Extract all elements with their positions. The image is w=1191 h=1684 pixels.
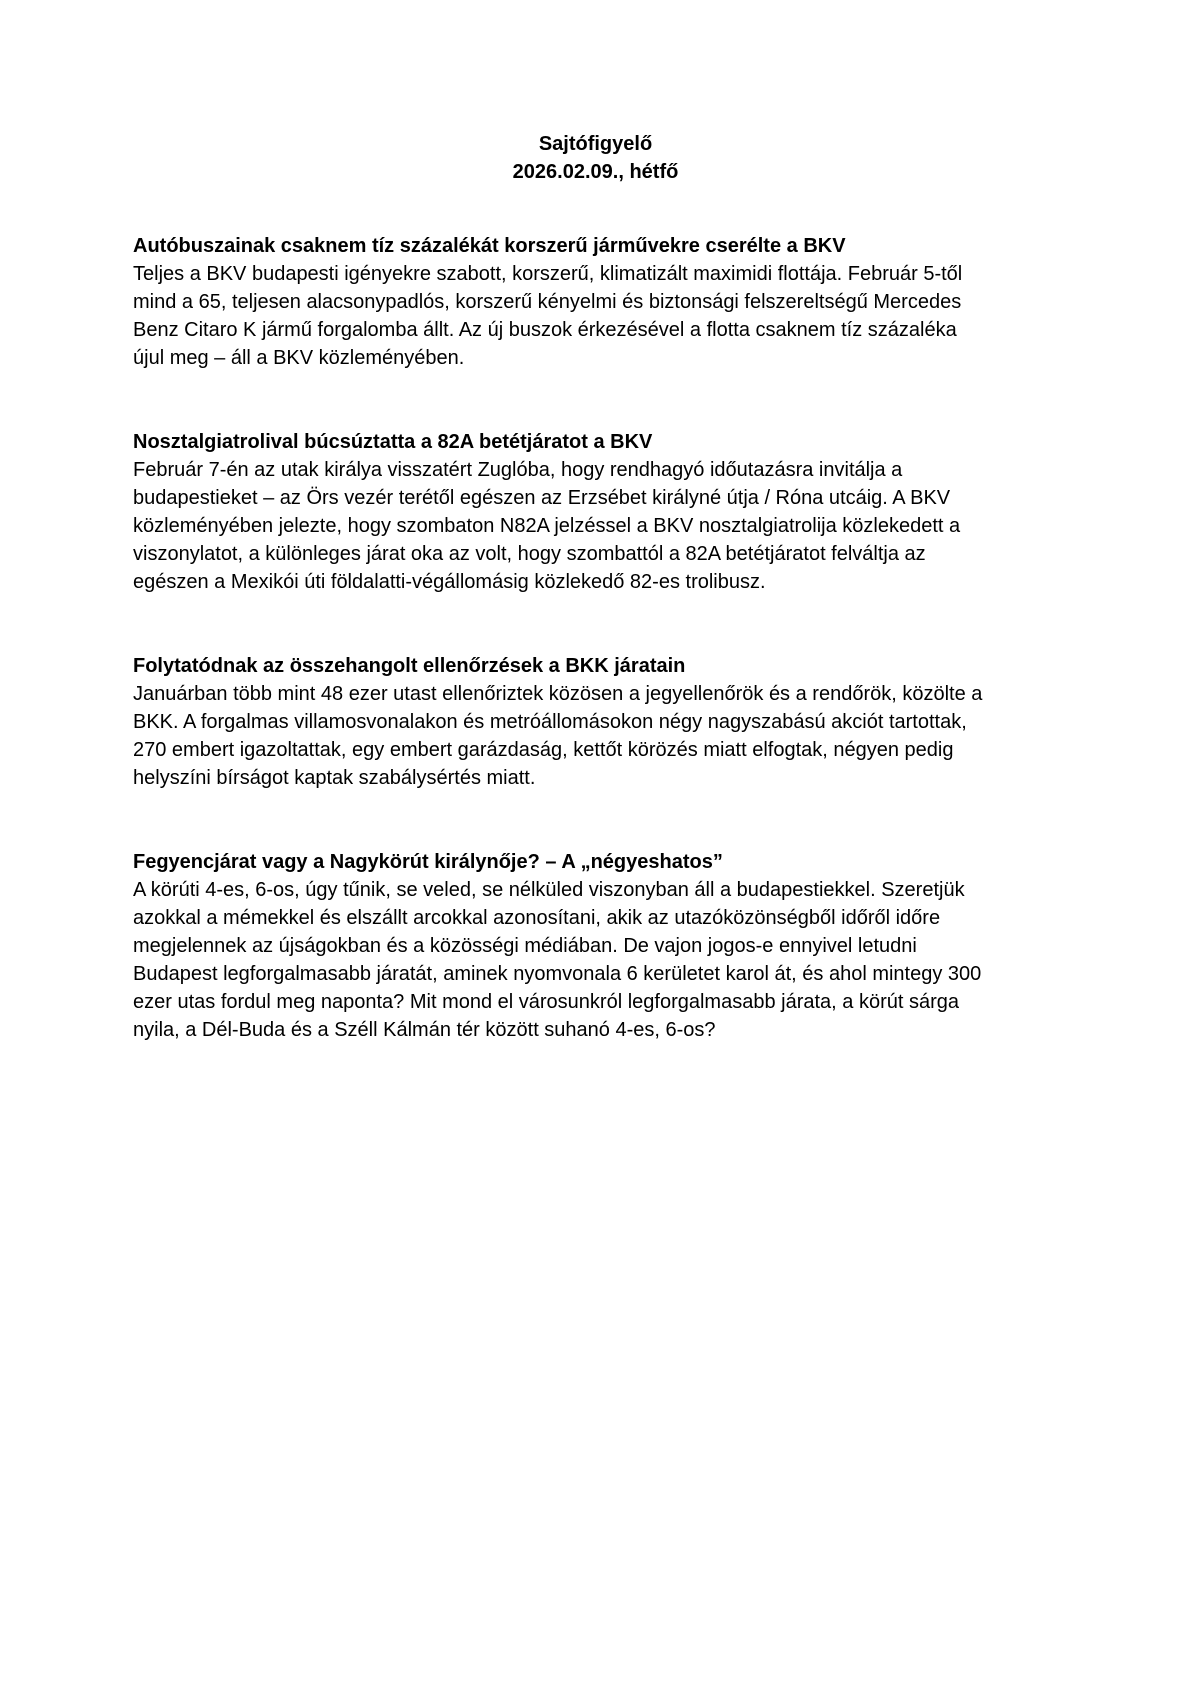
section-heading: Folytatódnak az összehangolt ellenőrzések a BKK járatain <box>133 655 686 677</box>
section-heading: Nosztalgiatrolival búcsúztatta a 82A betétjáratot a BKV <box>133 431 653 453</box>
document-date: 2026.02.09., hétfő <box>512 161 679 183</box>
section-heading: Fegyencjárat vagy a Nagykörút királynője? – A „négyeshatos” <box>133 851 723 873</box>
document-title: Sajtófigyelő <box>538 133 653 155</box>
news-section-tram-4-6 <box>133 848 993 1044</box>
document-body <box>133 232 993 1044</box>
section-body: Januárban több mint 48 ezer utast ellenőriztek közösen a jegyellenőrök és a rendőrök, közölte a BKK. A forgalmas villamosvonalakon és metróállomásokon négy nagyszabású akciót tartottak, 270 embert igazoltattak, egy embert garázdaság, kettőt körözés miatt elfogtak, négyen pedig helyszíni bírságot kaptak szabálysértés miatt. <box>133 683 983 789</box>
section-body: Teljes a BKV budapesti igényekre szabott, korszerű, klimatizált maximidi flottája. Február 5-től mind a 65, teljesen alacsonypadlós, korszerű kényelmi és biztonsági felszereltségű Mercedes Benz Citaro K jármű forgalomba állt. Az új buszok érkezésével a flotta csaknem tíz százaléka újul meg – áll a BKV közleményében. <box>133 263 963 369</box>
section-body: A körúti 4-es, 6-os, úgy tűnik, se veled, se nélküled viszonyban áll a budapestiekkel. Szeretjük azokkal a mémekkel és elszállt arcokkal azonosítani, akik az utazóközönségből időről időre megjelennek az újságokban és a közösségi médiában. De vajon jogos-e ennyivel letudni Budapest legforgalmasabb járatát, aminek nyomvonala 6 kerületet karol át, és ahol mintegy 300 ezer utas fordul meg naponta? Mit mond el városunkról legforgalmasabb járata, a körút sárga nyila, a Dél-Buda és a Széll Kálmán tér között suhanó 4-es, 6-os? <box>133 879 982 1041</box>
section-body: Február 7-én az utak királya visszatért Zuglóba, hogy rendhagyó időutazásra invitálja a budapestieket – az Örs vezér terétől egészen az Erzsébet királyné útja / Róna utcáig. A BKV közleményében jelezte, hogy szombaton N82A jelzéssel a BKV nosztalgiatrolija közlekedett a viszonylatot, a különleges járat oka az volt, hogy szombattól a 82A betétjáratot felváltja az egészen a Mexikói úti földalatti-végállomásig közlekedő 82-es trolibusz. <box>133 459 961 593</box>
news-section-bkk-inspections <box>133 652 993 792</box>
section-heading: Autóbuszainak csaknem tíz százalékát korszerű járművekre cserélte a BKV <box>133 235 846 257</box>
news-section-bkv-buses <box>133 232 993 372</box>
news-section-nostalgia-trolley <box>133 428 993 596</box>
document-header <box>133 130 1058 186</box>
